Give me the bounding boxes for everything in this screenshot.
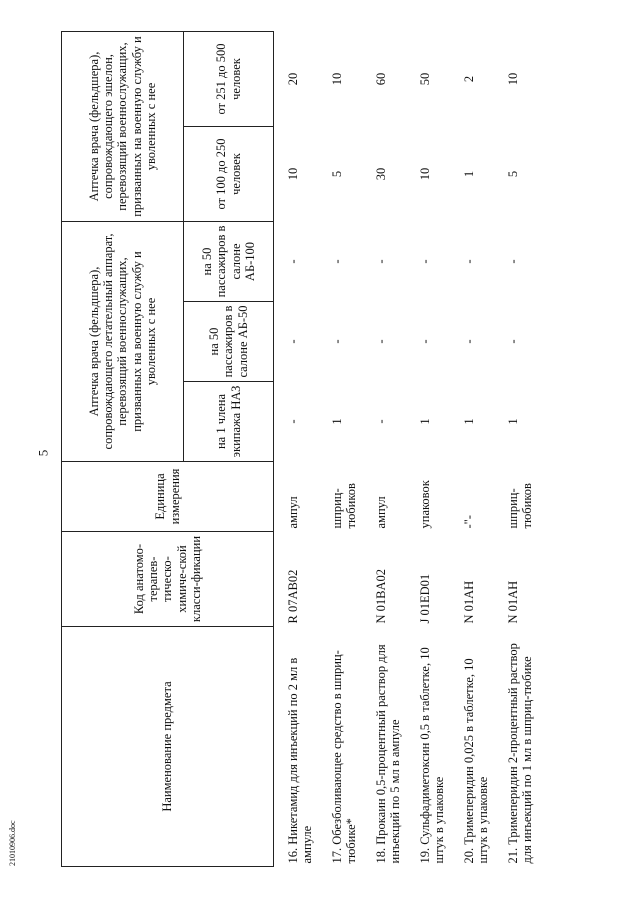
header-code: Код анатомо-терапев-тическо-химиче-ской класси-фикации — [62, 532, 274, 627]
qty-ab100: - — [462, 259, 476, 264]
qty-251-500: 20 — [286, 72, 300, 86]
qty-ab50: - — [286, 339, 300, 344]
qty-100-250: 10 — [418, 167, 432, 181]
item-name-text: Прокаин 0,5-процентный раствор для инъекций по 5 мл в ампуле — [374, 644, 403, 864]
qty-ab100: - — [330, 259, 344, 264]
qty-crew: - — [286, 419, 300, 424]
header-ab100: на 50 пассажиров в салоне АБ-100 — [184, 222, 274, 302]
atc-code: N 01BA02 — [374, 568, 388, 624]
qty-ab100: - — [374, 259, 388, 264]
qty-100-250: 5 — [330, 170, 344, 178]
row-number: 21. — [506, 847, 520, 864]
qty-251-500: 60 — [374, 72, 388, 86]
table-row — [370, 32, 414, 867]
footer-file-code: 21010906.doc — [8, 820, 17, 866]
unit: упаковок — [418, 480, 432, 529]
qty-crew: 1 — [462, 418, 476, 425]
qty-crew: - — [374, 419, 388, 424]
table-row — [458, 32, 502, 867]
atc-code: R 07AB02 — [286, 569, 300, 624]
header-crew: на 1 члена экипажа НАЗ — [184, 382, 274, 462]
qty-ab50: - — [506, 339, 520, 344]
header-name: Наименование предмета — [62, 627, 274, 867]
row-number: 18. — [374, 847, 388, 864]
header-unit: Единица измерения — [62, 462, 274, 532]
qty-ab50: - — [374, 339, 388, 344]
qty-ab100: - — [418, 259, 432, 264]
qty-ab50: - — [418, 339, 432, 344]
table-row — [414, 32, 458, 867]
table-row — [326, 32, 370, 867]
item-name — [326, 627, 370, 867]
qty-ab100: - — [286, 259, 300, 264]
unit: -"- — [462, 515, 476, 529]
qty-251-500: 50 — [418, 72, 432, 86]
table-row — [502, 32, 546, 867]
header-100-250: от 100 до 250 человек — [184, 127, 274, 222]
qty-ab50: - — [462, 339, 476, 344]
row-number: 17. — [330, 847, 344, 864]
atc-code: N 01AH — [462, 580, 476, 624]
item-name-text: Никетамид для инъекций по 2 мл в ампуле — [286, 657, 315, 864]
header-251-500: от 251 до 500 человек — [184, 32, 274, 127]
atc-code: N 01AH — [506, 580, 520, 624]
item-name — [502, 627, 546, 867]
qty-251-500: 10 — [506, 72, 520, 86]
item-name-text: Тримеперидин 0,025 в таблетке, 10 штук в упаковке — [462, 658, 491, 864]
qty-ab100: - — [506, 259, 520, 264]
row-number: 20. — [462, 847, 476, 864]
qty-ab50: - — [330, 339, 344, 344]
header-train-kit: Аптечка врача (фельдшера), сопровождающего эшелон, перевозящий военнослужащих, призванных на военную службу и уволенных с нее — [62, 32, 184, 222]
qty-251-500: 10 — [330, 72, 344, 86]
qty-100-250: 30 — [374, 167, 388, 181]
item-name — [370, 627, 414, 867]
unit: ампул — [374, 496, 388, 529]
item-name-text: Сульфадиметоксин 0,5 в таблетке, 10 штук в упаковке — [418, 647, 447, 864]
table-row — [282, 32, 326, 867]
unit: ампул — [286, 496, 300, 529]
atc-code: J 01ED01 — [418, 573, 432, 624]
qty-crew: 1 — [330, 418, 344, 425]
header-ab50: на 50 пассажиров в салоне АБ-50 — [184, 302, 274, 382]
qty-100-250: 1 — [462, 170, 476, 178]
row-number: 16. — [286, 847, 300, 864]
unit: шприц-тюбиков — [506, 483, 535, 529]
atc-code — [326, 532, 370, 627]
row-number: 19. — [418, 847, 432, 864]
page-number: 5 — [35, 449, 51, 457]
item-name-text: Тримеперидин 2-процентный раствор для инъекций по 1 мл в шприц-тюбике — [506, 643, 535, 864]
unit: шприц-тюбиков — [330, 483, 359, 529]
medical-kit-table — [61, 31, 546, 867]
qty-crew: 1 — [418, 418, 432, 425]
item-name-text: Обезболивающее средство в шприц-тюбике* — [330, 650, 359, 864]
qty-100-250: 5 — [506, 170, 520, 178]
qty-crew: 1 — [506, 418, 520, 425]
item-name — [282, 627, 326, 867]
qty-251-500: 2 — [462, 75, 476, 83]
item-name — [414, 627, 458, 867]
rotated-table-sheet — [61, 32, 569, 867]
item-name — [458, 627, 502, 867]
qty-100-250: 10 — [286, 167, 300, 181]
header-aircraft-kit: Аптечка врача (фельдшера), сопровождающего летательный аппарат, перевозящий военнослужащих, призванных на военную службу и уволенных с нее — [62, 222, 184, 462]
